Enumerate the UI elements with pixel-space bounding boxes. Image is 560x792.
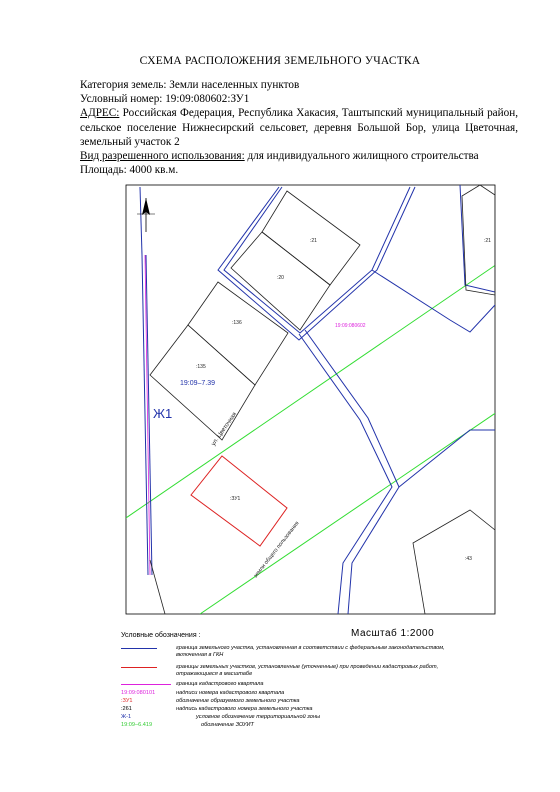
label-p136: :136 [232, 320, 242, 326]
scale-label: Масштаб 1:2000 [351, 628, 435, 639]
cond-number-value: 19:09:080602:ЗУ1 [165, 93, 250, 106]
legend-text-6: надпись кадастрового номера земельного участка [176, 706, 313, 712]
legend-text-3: граница кадастрового квартала [176, 681, 264, 687]
use-label: Вид разрешенного использования: [80, 150, 245, 163]
legend-text-5: обозначение образуемого земельного участка [176, 698, 300, 704]
label-zu1: :ЗУ1 [230, 496, 241, 502]
legend-sample-zu: :ЗУ1 [121, 698, 133, 704]
category-value: Земли населенных пунктов [169, 79, 300, 91]
label-p20: :20 [277, 275, 284, 281]
label-quarter: 19:09:080602 [335, 323, 366, 329]
quarter-boundaries [140, 185, 495, 614]
zouit-line-1 [120, 262, 500, 522]
legend-text-4: надписи номера кадастрового квартала [176, 690, 285, 696]
cadastral-parcels [150, 185, 495, 614]
legend-sample-zouit: 19:09–6.419 [121, 722, 153, 728]
legend-text-8: обозначение ЗОУИТ [201, 722, 254, 728]
legend-sample-boundary [121, 648, 157, 649]
label-zone-name: Ж1 [153, 406, 173, 421]
label-p21: :21 [310, 238, 317, 244]
legend-title: Условные обозначения : [121, 632, 201, 639]
label-p43: :43 [465, 556, 472, 562]
area-value: 4000 кв.м. [129, 164, 179, 177]
category-label: Категория земель: [80, 79, 167, 91]
legend-sample-cadnum: :261 [121, 706, 132, 712]
document-title: СХЕМА РАСПОЛОЖЕНИЯ ЗЕМЕЛЬНОГО УЧАСТКА [139, 55, 421, 67]
label-zone-code: 19:09–7.39 [180, 380, 216, 387]
use-value: для индивидуального жилищного строительства [247, 150, 479, 163]
north-arrow-icon [137, 198, 155, 232]
legend-sample-zone: Ж-1 [121, 714, 132, 720]
label-p135: :135 [196, 364, 206, 370]
legend-sample-quarter-line [121, 684, 171, 685]
legend-text-2: границы земельных участков, установленные (уточненные) при проведении кадастровых работ, отражающиеся в масштабе [176, 664, 439, 677]
label-street: ул. Цветочная [210, 411, 239, 448]
legend-text-7: условное обозначение территориальной зоны [196, 714, 321, 720]
address-value: Российская Федерация, Республика Хакасия, Таштыпский муниципальный район, сельское поселение Нижнесирский сельсовет, деревня Большой Бор, улица Цветочная, земельный участок 2 [80, 107, 519, 148]
address-label: АДРЕС: [80, 107, 120, 120]
legend-sample-quarter-number: 19:09:080101 [121, 690, 156, 696]
cond-number-label: Условный номер: [80, 93, 163, 106]
map-frame [126, 185, 495, 614]
label-p-right: :21 [484, 238, 491, 244]
label-common-land: земли общего пользования [252, 520, 301, 580]
legend-sample-new-plot [121, 667, 157, 668]
legend-text-1: граница земельного участка, установленная в соответствии с федеральным законодательством, включенная в ГКН [176, 645, 445, 658]
area-label: Площадь: [80, 164, 127, 177]
